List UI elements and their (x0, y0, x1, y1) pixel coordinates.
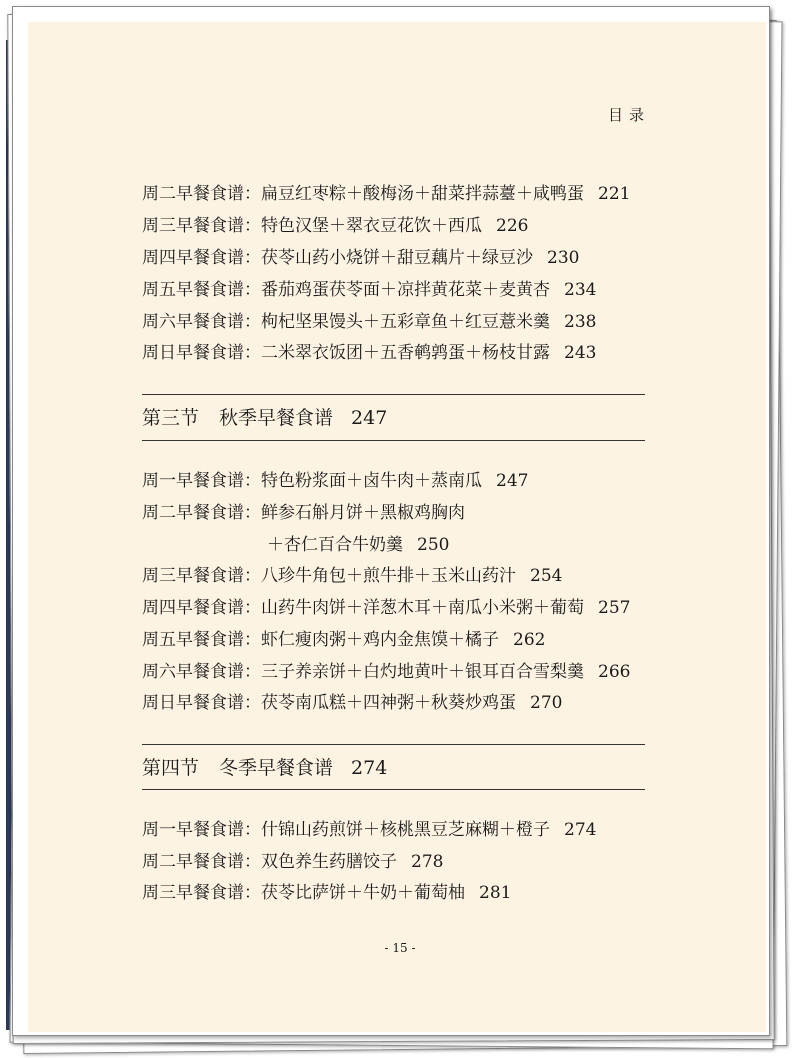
section-page: 274 (351, 757, 388, 779)
section-title: 秋季早餐食谱 (219, 407, 334, 429)
toc-entry[interactable] (142, 214, 528, 238)
toc-entry[interactable] (142, 182, 630, 206)
section-number: 第三节 (142, 407, 200, 429)
toc-entry[interactable] (142, 341, 596, 365)
toc-entry[interactable] (142, 660, 630, 684)
toc-entry-label: 周六早餐食谱：枸杞坚果馒头＋五彩章鱼＋红豆薏米羹 (142, 312, 550, 332)
section-title: 冬季早餐食谱 (219, 757, 334, 779)
toc-entry[interactable] (142, 278, 596, 302)
toc-entry-label: 周日早餐食谱：二米翠衣饭团＋五香鹌鹑蛋＋杨枝甘露 (142, 343, 550, 363)
section-heading[interactable] (142, 755, 387, 781)
running-header: 目录 (607, 106, 650, 124)
toc-entry-page: 274 (564, 820, 597, 840)
toc-entry-label: 周三早餐食谱：茯苓比萨饼＋牛奶＋葡萄柚 (142, 883, 465, 903)
section-rule (142, 789, 645, 790)
toc-entry[interactable] (142, 469, 528, 493)
toc-entry-page: 221 (598, 184, 631, 204)
toc-entry-label: 周二早餐食谱：扁豆红枣粽＋酸梅汤＋甜菜拌蒜薹＋咸鸭蛋 (142, 184, 584, 204)
toc-entry[interactable] (142, 596, 630, 620)
toc-entry[interactable] (142, 850, 443, 874)
page-number: - 15 - (384, 941, 416, 955)
toc-entry-label: 周三早餐食谱：特色汉堡＋翠衣豆花饮＋西瓜 (142, 216, 482, 236)
toc-entry-label: 周二早餐食谱：双色养生药膳饺子 (142, 852, 397, 872)
section-number: 第四节 (142, 757, 200, 779)
toc-entry-label: 周五早餐食谱：虾仁瘦肉粥＋鸡内金焦馍＋橘子 (142, 630, 499, 650)
toc-entry-label: 周三早餐食谱：八珍牛角包＋煎牛排＋玉米山药汁 (142, 566, 516, 586)
toc-entry-label: 周四早餐食谱：山药牛肉饼＋洋葱木耳＋南瓜小米粥＋葡萄 (142, 598, 584, 618)
section-page: 247 (351, 407, 388, 429)
toc-entry-page: 254 (530, 566, 563, 586)
toc-entry-page: 247 (496, 471, 529, 491)
toc-entry-label: 周一早餐食谱：什锦山药煎饼＋核桃黑豆芝麻糊＋橙子 (142, 820, 550, 840)
toc-entry[interactable] (142, 691, 562, 715)
toc-entry-label: ＋杏仁百合牛奶羹 (267, 535, 403, 555)
toc-entry-page: 278 (411, 852, 444, 872)
toc-entry-page: 226 (496, 216, 529, 236)
section-rule (142, 394, 645, 395)
toc-entry-label: 周四早餐食谱：茯苓山药小烧饼＋甜豆藕片＋绿豆沙 (142, 248, 533, 268)
toc-entry[interactable] (142, 628, 545, 652)
toc-entry-label: 周一早餐食谱：特色粉浆面＋卤牛肉＋蒸南瓜 (142, 471, 482, 491)
toc-entry-page: 262 (513, 630, 546, 650)
toc-entry-page: 270 (530, 693, 563, 713)
toc-entry-page: 243 (564, 343, 597, 363)
section-heading[interactable] (142, 405, 387, 431)
section-rule (142, 440, 645, 441)
toc-entry[interactable] (142, 310, 596, 334)
toc-entry-label: 周五早餐食谱：番茄鸡蛋茯苓面＋凉拌黄花菜＋麦黄杏 (142, 280, 550, 300)
toc-entry-page: 230 (547, 248, 580, 268)
toc-entry-page: 238 (564, 312, 597, 332)
toc-entry-label: 周日早餐食谱：茯苓南瓜糕＋四神粥＋秋葵炒鸡蛋 (142, 693, 516, 713)
toc-entry-label: 周二早餐食谱：鲜参石斛月饼＋黑椒鸡胸肉 (142, 503, 465, 523)
toc-entry[interactable] (142, 246, 579, 270)
toc-entry-label: 周六早餐食谱：三子养亲饼＋白灼地黄叶＋银耳百合雪梨羹 (142, 662, 584, 682)
toc-entry-page: 250 (417, 535, 450, 555)
toc-entry[interactable] (142, 501, 465, 525)
toc-entry[interactable] (142, 564, 562, 588)
toc-entry-page: 234 (564, 280, 597, 300)
toc-entry-page: 266 (598, 662, 631, 682)
toc-entry-page: 257 (598, 598, 631, 618)
toc-entry[interactable] (142, 881, 511, 905)
toc-entry-continuation[interactable] (267, 533, 449, 557)
toc-entry[interactable] (142, 818, 596, 842)
toc-entry-page: 281 (479, 883, 512, 903)
section-rule (142, 744, 645, 745)
